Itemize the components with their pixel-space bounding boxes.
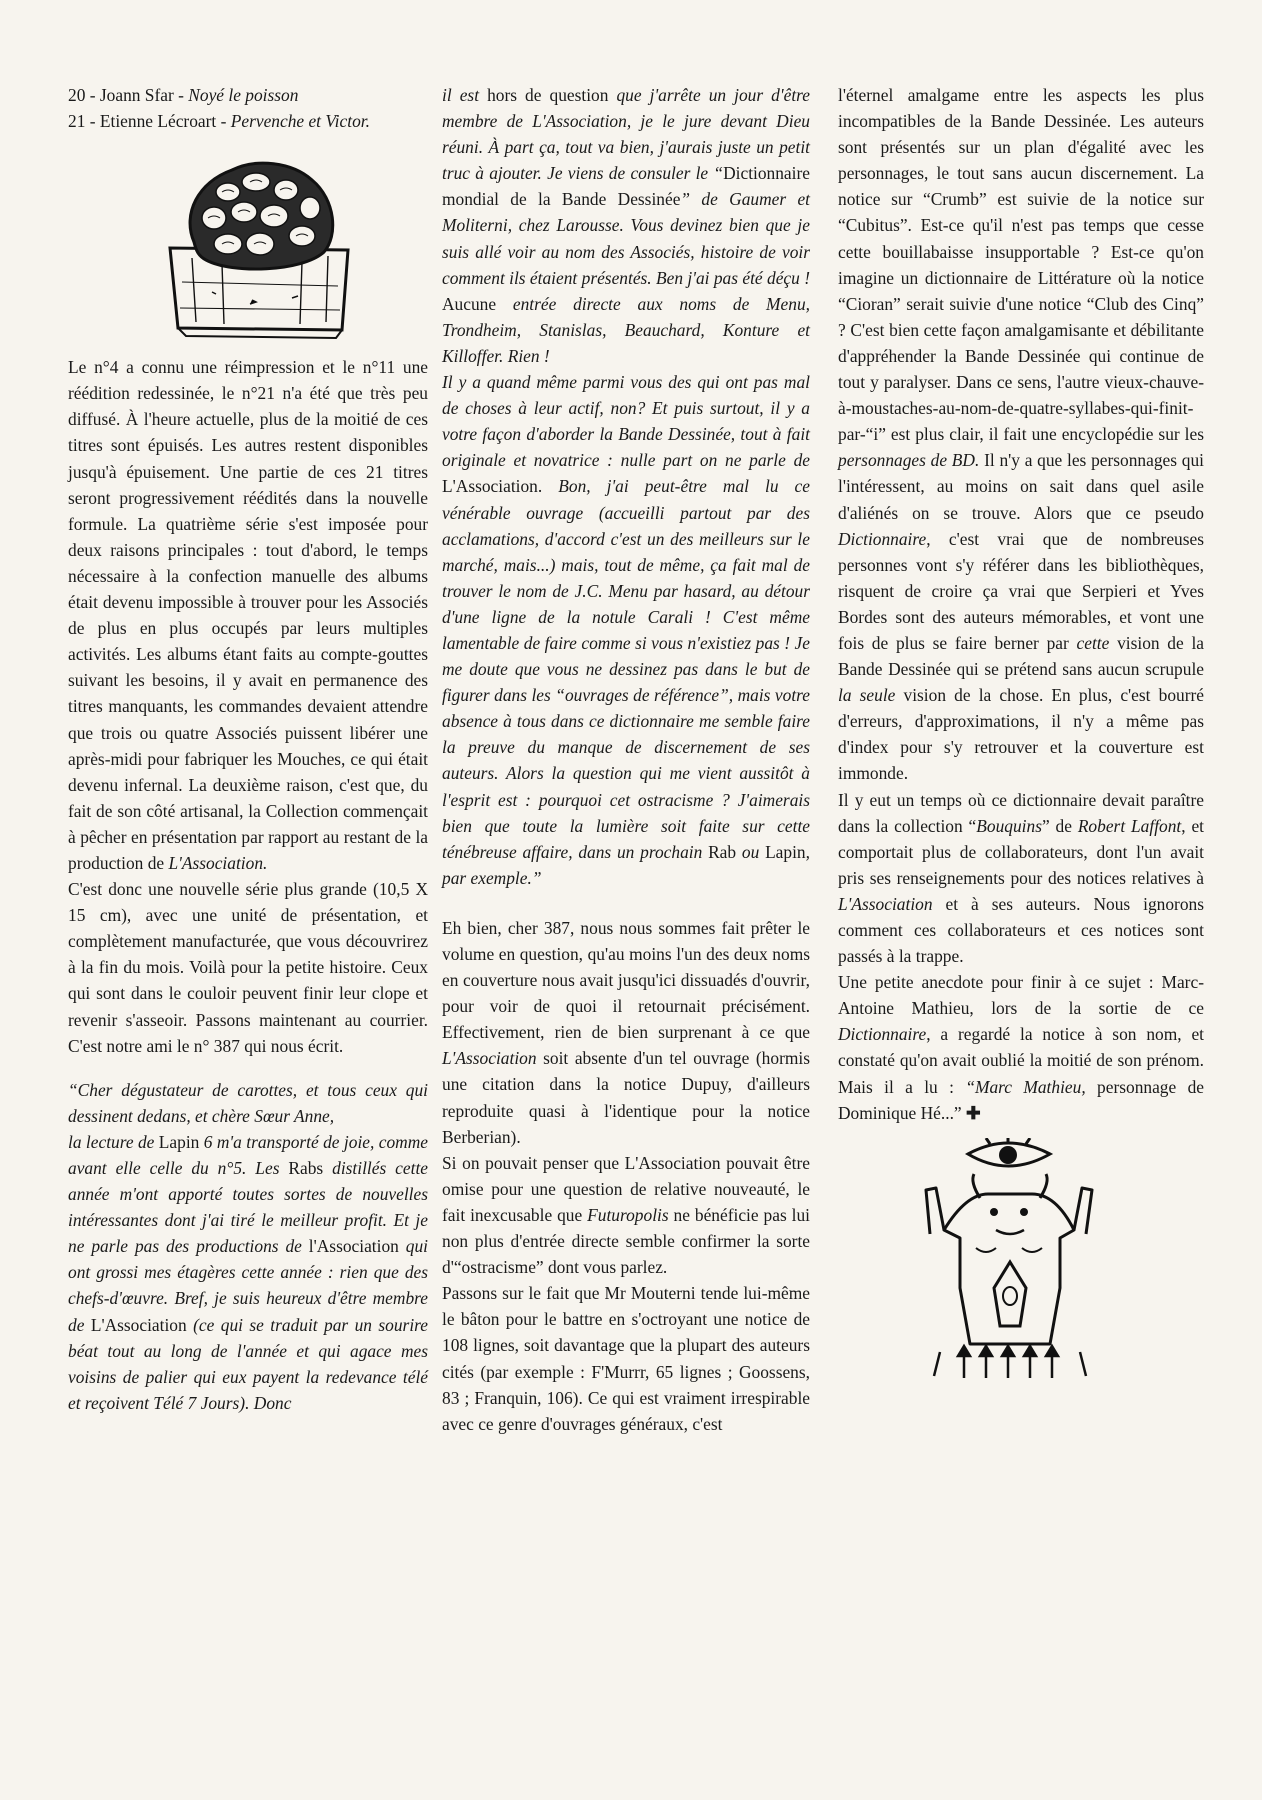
author: Joann Sfar - [99, 85, 189, 105]
paragraph: Si on pouvait penser que L'Association pouvait être omise pour une question de relative nouveauté, le fait inexcusable que Futuropolis ne bénéficie pas lui non plus d'entrée directe semble confirmer la sorte d'“ostracisme” dont vous parlez. [442, 1152, 810, 1278]
paragraph: C'est donc une nouvelle série plus grande (10,5 X 15 cm), avec une unité de présentation, et complètement manufacturée, que vous découvrirez à la fin du mois. Voilà pour la petite histoire. Ceux qui sont dans le couloir peuvent finir leur clope et revenir s'asseoir. Passons maintenant au courrier. C'est notre ami le n° 387 qui nous écrit. [68, 879, 428, 1056]
list-item: 20 - Joann Sfar - Noyé le poisson [68, 85, 299, 105]
paragraph: Une petite anecdote pour finir à ce sujet : Marc-Antoine Mathieu, lors de la sortie de ce Dictionnaire, a regardé la notice à son nom, et constaté qu'on avait oublié la moitié de son prénom. Mais il a lu : “Marc Mathieu, personnage de Dominique Hé...” ✚ [838, 972, 1204, 1123]
column-1 [68, 82, 428, 1416]
book-title: Pervenche et Victor. [230, 111, 370, 132]
paragraph: Passons sur le fait que Mr Mouterni tende lui-même le bâton pour le battre en s'octroyant une notice de 108 lignes, soit davantage que la plupart des auteurs cités (par exemple : F'Murrr, 65 lignes ; Goossens, 83 ; Franquin, 106). Ce qui est vraiment irrespirable avec ce genre d'ouvrages généraux, c'est [442, 1283, 810, 1434]
letter-paragraph: il est hors de question que j'arrête un jour d'être membre de L'Association, je le jure devant Dieu réuni. À part ça, tout va bien, j'aurais juste un petit truc à ajouter. Je viens de consuler le “Dictionnaire mondial de la Bande Dessinée” de Gaumer et Moliterni, chez Larousse. Vous devinez bien que je suis allé voir au nom des Associés, histoire de voir comment ils étaient présentés. Ben j'ai pas été déçu ! Aucune entrée directe aux noms de Menu, Trondheim, Stanislas, Beauchard, Konture et Killoffer. Rien ! [442, 85, 810, 366]
letter-paragraph: Il y a quand même parmi vous des qui ont pas mal de choses à leur actif, non? Et puis surtout, il y a votre façon d'aborder la Bande Dessinée, tout à fait originale et novatrice : nulle part on ne parle de L'Association. Bon, j'ai peut-être mal lu ce vénérable ouvrage (accueilli partout par des acclamations, d'accord c'est un des meilleurs sur le marché, mais...) mais, tout de même, ça fait mal de trouver le nom de J.C. Menu par hasard, au détour d'une ligne de la notule Carali ! C'est même lamentable de faire comme si vous n'existiez pas ! Je me doute que vous ne dessinez pas dans le but de figurer dans les “ouvrages de référence”, mais votre absence à tous dans ce dictionnaire me semble faire la preuve du manque de discernement de ses auteurs. Alors la question qui me vient aussitôt à l'esprit est : pourquoi cet ostracisme ? J'aimerais bien que toute la lumière soit faite sur cette ténébreuse affaire, dans un prochain Rab ou Lapin, par exemple.” [442, 372, 810, 888]
column-2 [442, 82, 810, 1437]
letter-paragraph: “Cher dégustateur de carottes, et tous ceux qui dessinent dedans, et chère Sœur Anne, [68, 1079, 428, 1126]
end-mark: ✚ [965, 1102, 981, 1123]
book-title: Noyé le poisson [188, 85, 299, 105]
column-3 [838, 82, 1204, 1384]
paragraph: l'éternel amalgame entre les aspects les plus incompatibles de la Bande Dessinée. Les auteurs sont présentés sur un plan d'égalité avec les personnages, le tout sans aucun discernement. La notice sur “Crumb” est suivie de la notice sur “Cubitus”. Est-ce qu'il n'est pas temps que cesse cette bouillabaisse insupportable ? Est-ce qu'on imagine un dictionnaire de Littérature où la notice “Cioran” serait suivie d'une notice “Club des Cinq” ? C'est bien cette façon amalgamisante et débilitante d'appréhender la Bande Dessinée qui continue de tout y paralyser. Dans ce sens, l'autre vieux-chauve-à-moustaches-au-nom-de-quatre-syllabes-qui-finit-par-“i” est plus clair, il fait une encyclopédie sur les personnages de BD. Il n'y a que les personnages qui l'intéressent, au moins on sait dans quel asile d'aliénés on se trouve. Alors que ce pseudo Dictionnaire, c'est vrai que de nombreuses personnes vont s'y référer dans les bibliothèques, risquent de croire ça vrai que Serpieri et Yves Bordes sont des auteurs mémorables, et vont une fois de plus se faire berner par cette vision de la Bande Dessinée qui se prétend sans aucun scrupule la seule vision de la chose. En plus, c'est bourré d'erreurs, d'approximations, il n'y a même pas d'index pour s'y retrouver et la couverture est immonde. [838, 85, 1205, 784]
author: Etienne Lécroart - [99, 111, 231, 132]
stone-on-pedestal-illustration [152, 152, 360, 340]
paragraph: Le n°4 a connu une réimpression et le n°11 une réédition redessinée, le n°21 n'a été que très peu diffusé. À l'heure actuelle, plus de la moitié de ces titres sont épuisés. Les autres restent disponibles jusqu'à épuisement. Une partie de ces 21 titres seront progressivement réédités dans la nouvelle formule. La quatrième série s'est imposée pour deux raisons principales : tout d'abord, le temps nécessaire à la confection manuelle des albums était devenu impossible à trouver pour les Associés de plus en plus occupés par leurs multiples activités. Les albums étant faits au compte-gouttes suivant les besoins, il y avait en permanence des titres manquants, les commandes devaient attendre que trois ou quatre Associés puissent libérer une après-midi pour fabriquer les Mouches, ce qui était devenu infernal. La deuxième raison, c'est que, du fait de son côté artisanal, la Collection commençait à pêcher en présentation par rapport au restant de la production de L'Association. [68, 357, 428, 873]
eye-and-figure-illustration [910, 1138, 1110, 1384]
letter-paragraph: la lecture de Lapin 6 m'a transporté de joie, comme avant elle celle du n°5. Les Rabs distillés cette année m'ont apporté toutes sortes de nouvelles intéressantes dont j'ai tiré le meilleur profit. Et je ne parle pas des productions de l'Association qui ont grossi mes étagères cette année : rien que des chefs-d'œuvre. Bref, je suis heureux d'être membre de L'Association (ce qui se traduit par un sourire béat tout au long de l'année et qui agace mes voisins de palier qui eux payent la redevance télé et reçoivent Télé 7 Jours). Donc [68, 1131, 429, 1413]
paragraph: Eh bien, cher 387, nous nous sommes fait prêter le volume en question, qu'au moins l'un des deux noms en couverture nous avait jusqu'ici dissuadés d'ouvrir, pour voir de quoi il retournait précisément. Effectivement, rien de bien surprenant à ce que L'Association soit absente d'un tel ouvrage (hormis une citation dans la notice Dupuy, d'ailleurs reproduite quasi à l'identique pour la notice Berberian). [442, 917, 810, 1147]
list-item: 21 - Etienne Lécroart - Pervenche et Victor. [68, 111, 370, 132]
paragraph: Il y eut un temps où ce dictionnaire devait paraître dans la collection “Bouquins” de Robert Laffont, et comportait plus de collaborateurs, dont l'un avait pris ses renseignements pour des notices relatives à L'Association et à ses auteurs. Nous ignorons comment ces collaborateurs et ces notices sont passés à la trappe. [838, 789, 1204, 967]
